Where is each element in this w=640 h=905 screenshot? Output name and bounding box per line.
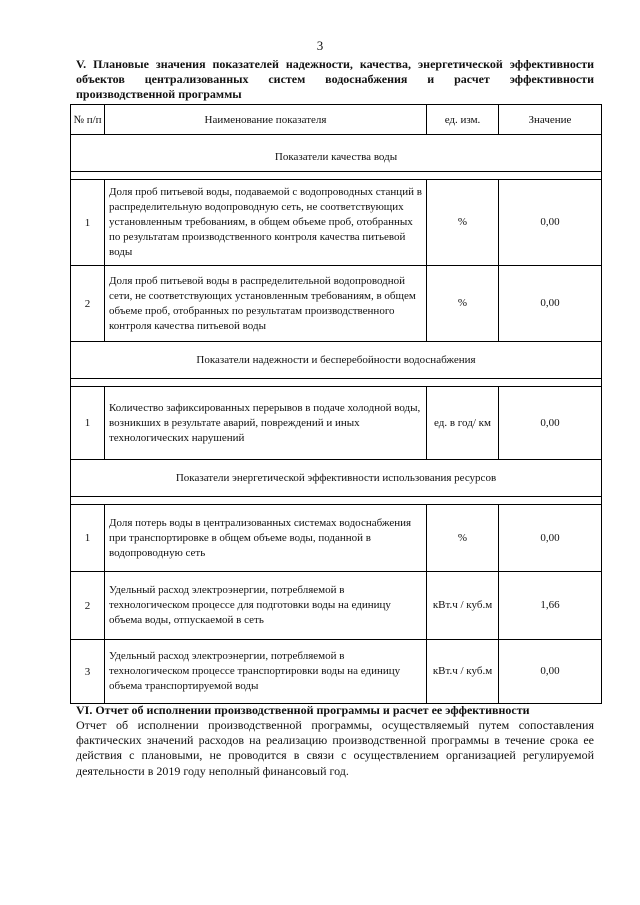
row-num: 2 <box>71 572 105 640</box>
indicators-table <box>70 104 602 704</box>
table-row <box>71 505 602 572</box>
row-unit: % <box>427 266 499 342</box>
category-row-energy <box>71 460 602 497</box>
header-num: № п/п <box>71 105 105 135</box>
row-name: Количество зафиксированных перерывов в подаче холодной воды, возникших в результате аварий, повреждений и иных технологических нарушений <box>105 387 427 460</box>
table-header-row <box>71 105 602 135</box>
table-row <box>71 387 602 460</box>
page-number: 3 <box>316 38 324 53</box>
category-title: Показатели надежности и бесперебойности водоснабжения <box>71 342 602 379</box>
row-num: 1 <box>71 180 105 266</box>
row-unit: % <box>427 180 499 266</box>
table-row <box>71 572 602 640</box>
row-value: 0,00 <box>499 505 602 572</box>
row-unit: % <box>427 505 499 572</box>
row-name: Доля потерь воды в централизованных системах водоснабжения при транспортировке в общем объеме воды, поданной в водопроводную сеть <box>105 505 427 572</box>
row-value: 0,00 <box>499 640 602 704</box>
row-value: 0,00 <box>499 266 602 342</box>
row-value: 0,00 <box>499 180 602 266</box>
row-name: Доля проб питьевой воды, подаваемой с водопроводных станций в распределительную водопроводную сеть, не соответствующих установленным требованиям, в общем объеме проб, отобранных по результатам производственного контроля качества питьевой воды <box>105 180 427 266</box>
section-vi-title: VI. Отчет об исполнении производственной программы и расчет ее эффективности <box>76 703 530 717</box>
row-num: 2 <box>71 266 105 342</box>
category-title: Показатели качества воды <box>71 142 602 172</box>
row-value: 1,66 <box>499 572 602 640</box>
row-value: 0,00 <box>499 387 602 460</box>
row-unit: ед. в год/ км <box>427 387 499 460</box>
category-title: Показатели энергетической эффективности использования ресурсов <box>71 460 602 497</box>
header-name: Наименование показателя <box>105 105 427 135</box>
category-row-quality <box>71 142 602 172</box>
table-row <box>71 640 602 704</box>
row-num: 3 <box>71 640 105 704</box>
row-unit: кВт.ч / куб.м <box>427 640 499 704</box>
row-num: 1 <box>71 387 105 460</box>
row-name: Удельный расход электроэнергии, потребляемой в технологическом процессе транспортировки воды на единицу объема транспортируемой воды <box>105 640 427 704</box>
table-row <box>71 180 602 266</box>
row-unit: кВт.ч / куб.м <box>427 572 499 640</box>
header-unit: ед. изм. <box>427 105 499 135</box>
section-v-title: V. Плановые значения показателей надежности, качества, энергетической эффективности объектов централизованных систем водоснабжения и расчет эффективности производственной программы <box>76 57 594 101</box>
category-row-reliability <box>71 342 602 379</box>
section-vi-body: Отчет об исполнении производственной программы, осуществляемый путем сопоставления фактических значений расходов на реализацию производственной программы в течение срока ее действия с плановыми, не проводится в связи с осуществлением организацией регулируемой деятельности в 2019 году неполный финансовый год. <box>76 718 594 778</box>
row-name: Удельный расход электроэнергии, потребляемой в технологическом процессе для подготовки воды на единицу объема воды, отпускаемой в сеть <box>105 572 427 640</box>
header-value: Значение <box>499 105 602 135</box>
table-row <box>71 266 602 342</box>
row-num: 1 <box>71 505 105 572</box>
row-name: Доля проб питьевой воды в распределительной водопроводной сети, не соответствующих установленным требованиям, в общем объеме проб, отобранных по результатам производственного контроля качества питьевой воды <box>105 266 427 342</box>
